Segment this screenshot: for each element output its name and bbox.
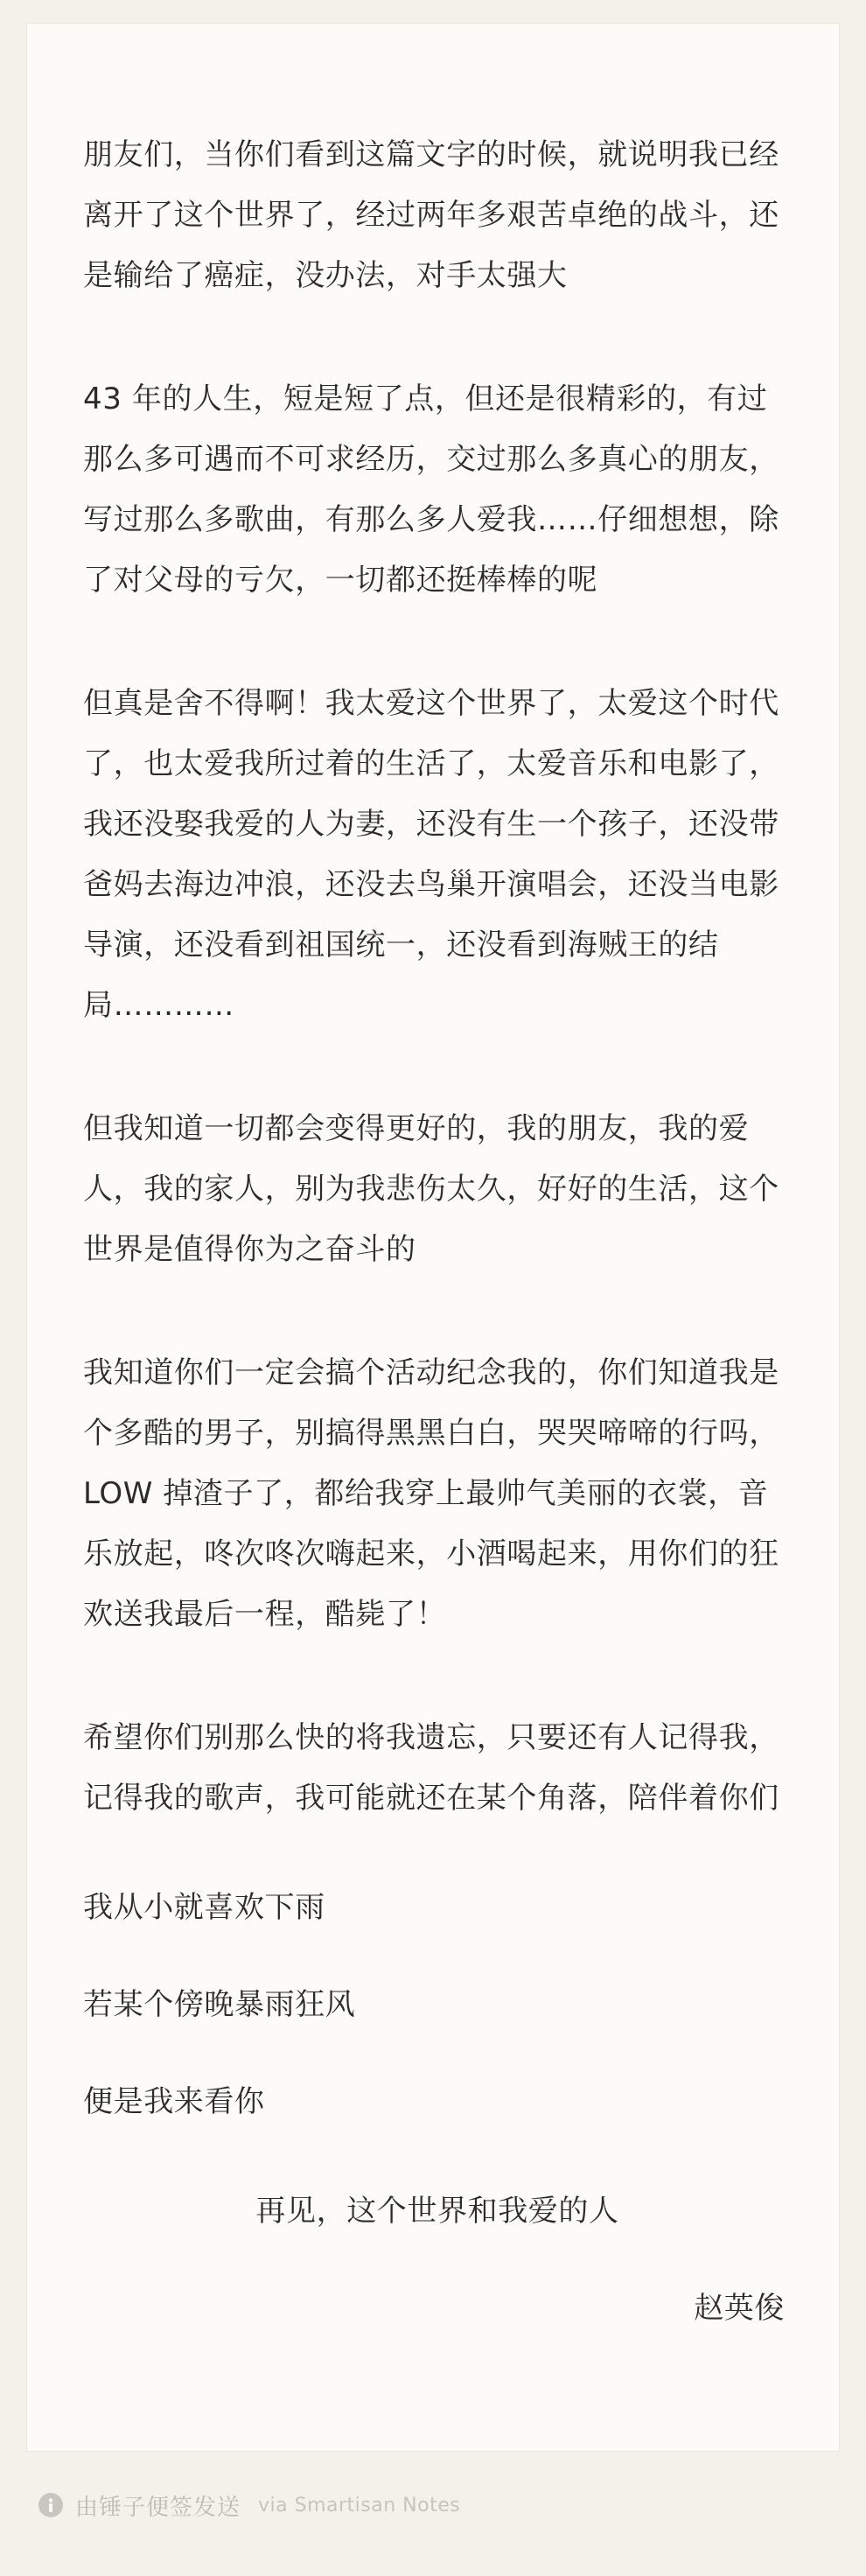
- paragraph-gap: [83, 306, 792, 369]
- paragraph-opening: 朋友们，当你们看到这篇文字的时候，就说明我已经离开了这个世界了，经过两年多艰苦卓绝的战斗，还是输给了癌症，没办法，对手太强大: [83, 137, 779, 293]
- paragraph-hope: 但我知道一切都会变得更好的，我的朋友，我的爱人，我的家人，别为我悲伤太久，好好的生活，这个世界是值得你为之奋斗的: [83, 1111, 779, 1267]
- paragraph-gap: [83, 2035, 792, 2072]
- paragraph-memorial: 我知道你们一定会搞个活动纪念我的，你们知道我是个多酷的男子，别搞得黑黑白白，哭哭啼啼的行吗， LOW 掉渣子了，都给我穿上最帅气美丽的衣裳，音乐放起，咚次咚次嗨起来，小酒喝起来，用你们的狂欢送我最后一程，酷毙了！: [83, 1355, 790, 1632]
- footer-via-text: via Smartisan Notes: [258, 2494, 461, 2516]
- paragraph-life: 43 年的人生，短是短了点，但还是很精彩的，有过那么多可遇而不可求经历，交过那么多真心的朋友，写过那么多歌曲，有那么多人爱我……仔细想想，除了对父母的亏欠，一切都还挺棒棒的呢: [83, 382, 779, 598]
- paragraph-gap: [83, 1829, 792, 1878]
- footer-app-text: 由锤子便签发送: [75, 2494, 241, 2521]
- paragraph-gap: [83, 2242, 792, 2278]
- short-line-storm: 若某个傍晚暴雨狂风: [83, 1987, 356, 2022]
- paragraph-gap: [83, 1645, 792, 1708]
- note-page: [26, 23, 840, 2452]
- short-line-visit: 便是我来看你: [83, 2084, 265, 2119]
- short-line-rain: 我从小就喜欢下雨: [83, 1890, 325, 1925]
- paragraph-regrets: 但真是舍不得啊！我太爱这个世界了，太爱这个时代了，也太爱我所过着的生活了，太爱音乐和电影了，我还没娶我爱的人为妻，还没有生一个孩子，还没带爸妈去海边冲浪，还没去鸟巢开演唱会，还没当电影导演，还没看到祖国统一，还没看到海贼王的结局…………: [83, 686, 779, 1023]
- info-icon: [38, 2493, 63, 2517]
- footer: [38, 2490, 460, 2520]
- paragraph-gap: [83, 1938, 792, 1975]
- paragraph-gap: [83, 1036, 792, 1099]
- paragraph-gap: [83, 1280, 792, 1343]
- note-content: [83, 125, 792, 2339]
- paragraph-gap: [83, 611, 792, 674]
- paragraph-remember: 希望你们别那么快的将我遗忘，只要还有人记得我，记得我的歌声，我可能就还在某个角落，陪伴着你们: [83, 1720, 779, 1816]
- closing-line: 再见，这个世界和我爱的人: [255, 2194, 619, 2229]
- paragraph-gap: [83, 2132, 792, 2181]
- signature: 赵英俊: [694, 2291, 785, 2326]
